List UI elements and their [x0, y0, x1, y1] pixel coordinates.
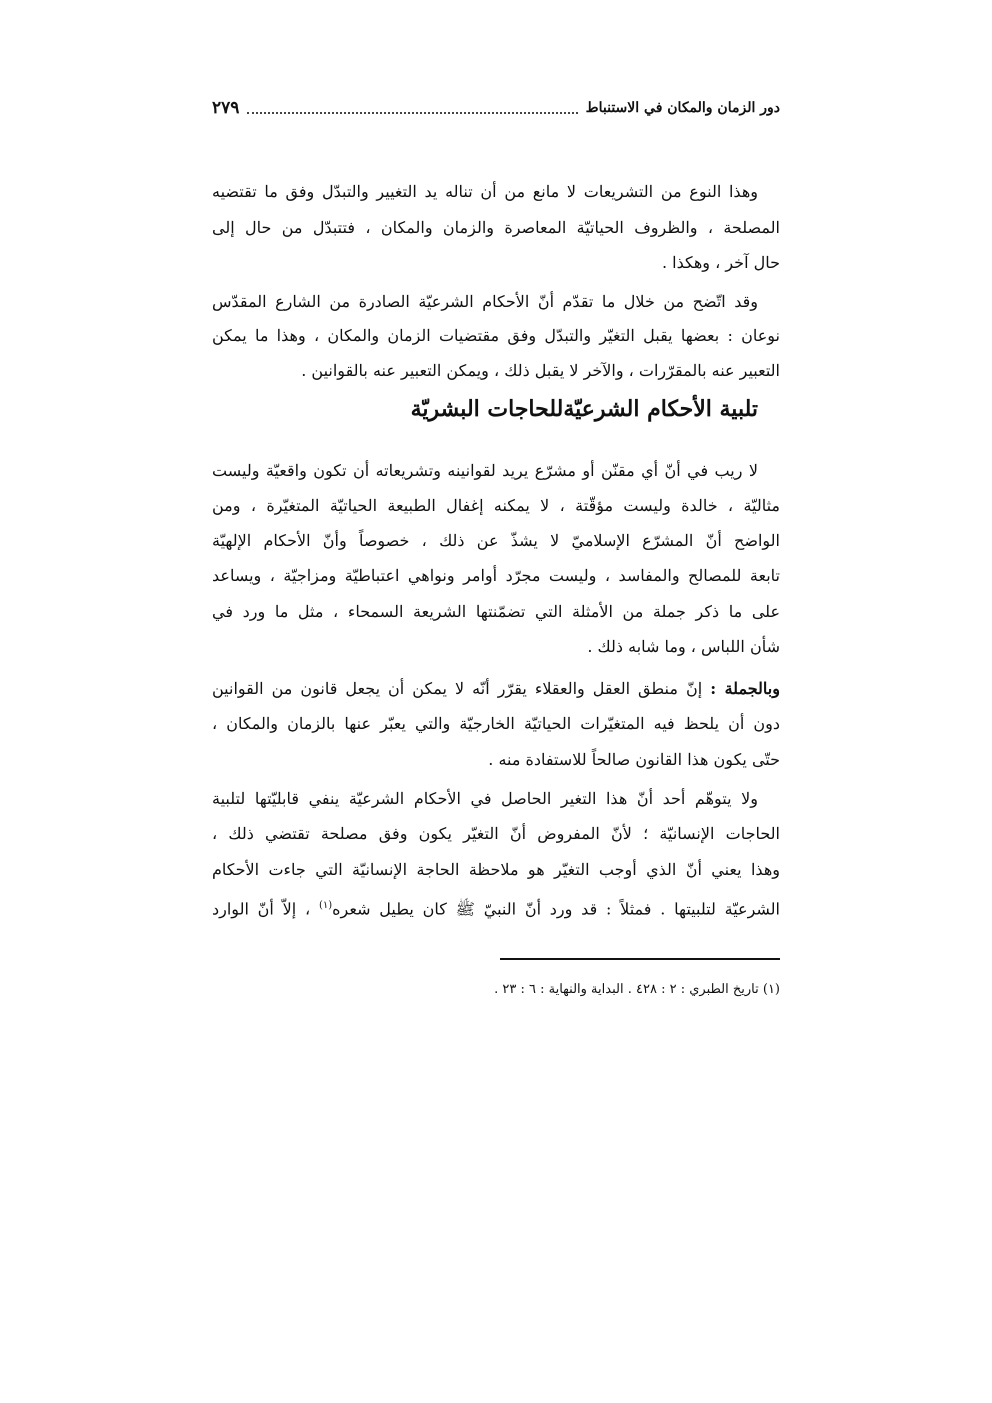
paragraph-line: تابعة للمصالح والمفاسد ، وليست مجرّد أوامر ونواهي اعتباطيّة ومزاجيّة ، ويساعد — [212, 566, 780, 585]
bold-lead: وبالجملة : — [710, 679, 780, 698]
page-number: ٢٧٩ — [212, 98, 240, 118]
paragraph-line: دون أن يلحظ فيه المتغيّرات الحياتيّة الخارجيّة والتي يعبّر عنها بالزمان والمكان ، — [212, 714, 780, 733]
paragraph-line — [212, 677, 780, 701]
paragraph-line: لا ريب في أنّ أي مقنّن أو مشرّع يريد لقوانينه وتشريعاته أن تكون واقعيّة وليست — [212, 461, 758, 480]
paragraph-line: حتّى يكون هذا القانون صالحاً للاستفادة منه . — [488, 750, 780, 769]
section-heading: تلبية الأحكام الشرعيّةللحاجات البشريّة — [410, 396, 758, 422]
paragraph-line: وهذا يعني أنّ الذي أوجب التغيّر هو ملاحظة الحاجة الإنسانيّة التي جاءت الأحكام — [212, 860, 780, 879]
paragraph-line: على ما ذكر جملة من الأمثلة التي تضمّنتها الشريعة السمحاء ، مثل ما ورد في — [212, 602, 781, 621]
paragraph-line — [212, 894, 780, 921]
footnote-rule — [500, 958, 780, 960]
header-leader-dots — [247, 102, 577, 114]
running-header — [212, 98, 780, 118]
line-text: ، إلاّ أنّ الوارد — [212, 899, 311, 919]
paragraph-line: شأن اللباس ، وما شابه ذلك . — [587, 637, 780, 656]
paragraph-line: مثاليّة ، خالدة وليست مؤقّتة ، لا يمكنه إغفال الطبيعة الحياتيّة المتغيّرة ، ومن — [212, 496, 780, 515]
line-text: إنّ منطق العقل والعقلاء يقرّر أنّه لا يمكن أن يجعل قانون من القوانين — [212, 679, 703, 698]
paragraph-line: المصلحة ، والظروف الحياتيّة المعاصرة والزمان والمكان ، فتتبدّل من حال إلى — [212, 218, 780, 237]
paragraph-line: الحاجات الإنسانيّة ؛ لأنّ المفروض أنّ التغيّر يكون وفق مصلحة تقتضي ذلك ، — [212, 824, 780, 843]
paragraph-line: نوعان : بعضها يقبل التغيّر والتبدّل وفق مقتضيات الزمان والمكان ، وهذا ما يمكن — [212, 326, 780, 345]
paragraph-line: ولا يتوهّم أحد أنّ هذا التغير الحاصل في الأحكام الشرعيّة ينفي قابليّتها لتلبية — [212, 789, 758, 808]
paragraph-line: وقد اتّضح من خلال ما تقدّم أنّ الأحكام الشرعيّة الصادرة من الشارع المقدّس — [212, 292, 758, 311]
line-text: الشرعيّة لتلبيتها . فمثلاً : قد ورد أنّ النبيّ ﷺ كان يطيل شعره — [332, 899, 780, 919]
paragraph-line: التعبير عنه بالمقرّرات ، والآخر لا يقبل ذلك ، ويمكن التعبير عنه بالقوانين . — [301, 361, 780, 380]
paragraph-line: الواضح أنّ المشرّع الإسلاميّ لا يشذّ عن ذلك ، خصوصاً وأنّ الأحكام الإلهيّة — [212, 531, 780, 550]
footnote-ref[interactable]: (١) — [318, 900, 333, 911]
header-title: دور الزمان والمكان في الاستنباط — [585, 100, 780, 116]
paragraph-line: وهذا النوع من التشريعات لا مانع من أن تناله يد التغيير والتبدّل وفق ما تقتضيه — [212, 182, 758, 201]
footnote: (١) تاريخ الطبري : ٢ : ٤٢٨ . البداية والنهاية : ٦ : ٢٣ . — [494, 982, 780, 997]
paragraph-line: حال آخر ، وهكذا . — [662, 253, 780, 272]
